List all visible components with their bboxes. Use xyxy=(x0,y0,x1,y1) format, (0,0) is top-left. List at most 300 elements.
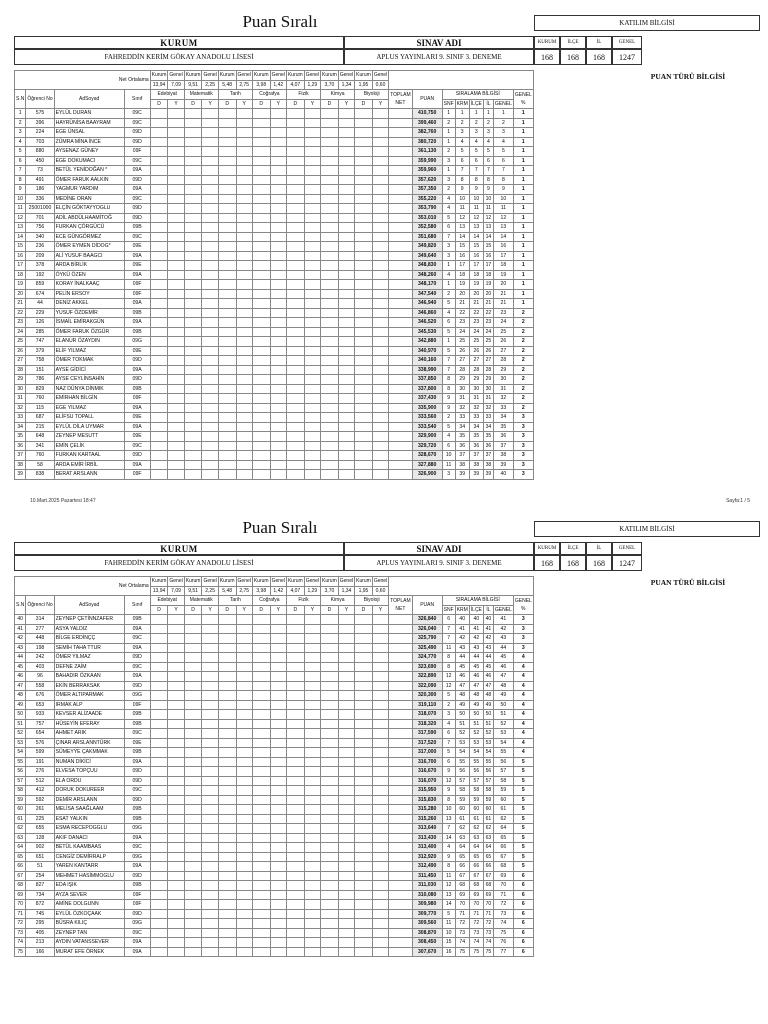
row-subject-cell xyxy=(252,166,270,176)
avg-value: 1,34 xyxy=(338,80,354,90)
row-subject-cell xyxy=(150,327,168,337)
row-adsoyad: EDA IŞIK xyxy=(54,881,124,891)
row-subject-cell xyxy=(321,738,339,748)
row-genel-percent: 6 xyxy=(513,938,533,948)
row-adsoyad: AYSENAZ GÜNEY xyxy=(54,147,124,157)
row-rank: 20 xyxy=(493,280,513,290)
row-subject-cell xyxy=(150,786,168,796)
avg-value: 7,09 xyxy=(168,586,184,596)
row-subject-cell xyxy=(184,194,202,204)
row-sn: 56 xyxy=(15,767,26,777)
row-subject-cell xyxy=(168,242,184,252)
row-genel-percent: 1 xyxy=(513,147,533,157)
row-rank: 5 xyxy=(493,147,513,157)
row-adsoyad: ARDA EMİR İRBİL xyxy=(54,460,124,470)
row-subject-cell xyxy=(236,451,252,461)
row-subject-cell xyxy=(355,147,373,157)
kurum-label: KURUM xyxy=(14,36,344,49)
row-rank: 29 xyxy=(469,375,483,385)
row-puan: 329,900 xyxy=(412,432,442,442)
row-adsoyad: AHMET ARIK xyxy=(54,729,124,739)
row-subject-cell xyxy=(355,786,373,796)
row-subject-cell xyxy=(372,909,388,919)
row-rank: 7 xyxy=(442,634,455,644)
row-rank: 2 xyxy=(442,413,455,423)
row-subject-cell xyxy=(270,938,286,948)
row-sinif: 09A xyxy=(124,460,150,470)
row-sn: 60 xyxy=(15,805,26,815)
row-subject-cell xyxy=(286,232,304,242)
row-rank: 17 xyxy=(483,261,493,271)
subject-header: Biyoloji xyxy=(355,596,389,606)
avg-col-label: Kurum xyxy=(219,578,235,585)
row-subject-cell xyxy=(304,843,320,853)
row-toplam-net xyxy=(389,166,412,176)
row-subject-cell xyxy=(338,156,354,166)
row-subject-cell xyxy=(372,308,388,318)
row-subject-cell xyxy=(355,413,373,423)
row-subject-cell xyxy=(218,118,236,128)
row-sn: 72 xyxy=(15,919,26,929)
col-puan: PUAN xyxy=(412,90,442,109)
row-sinif: 09D xyxy=(124,375,150,385)
row-subject-cell xyxy=(321,890,339,900)
row-puan: 315,830 xyxy=(412,795,442,805)
row-ogrenci-no: 192 xyxy=(26,270,54,280)
row-subject-cell xyxy=(321,223,339,233)
row-subject-cell xyxy=(184,909,202,919)
row-rank: 22 xyxy=(469,308,483,318)
row-subject-cell xyxy=(184,394,202,404)
row-subject-cell xyxy=(338,672,354,682)
row-subject-cell xyxy=(184,128,202,138)
subject-header-row xyxy=(15,596,534,606)
row-adsoyad: YAREN KANTARR xyxy=(54,862,124,872)
table-row xyxy=(15,947,534,957)
row-sinif: 09A xyxy=(124,403,150,413)
row-rank: 13 xyxy=(483,223,493,233)
row-subject-cell xyxy=(304,615,320,625)
avg-value: 0,60 xyxy=(372,586,388,596)
row-toplam-net xyxy=(389,413,412,423)
row-subject-cell xyxy=(168,824,184,834)
row-subject-cell xyxy=(150,862,168,872)
row-subject-cell xyxy=(372,824,388,834)
row-subject-cell xyxy=(355,137,373,147)
row-rank: 54 xyxy=(455,748,469,758)
row-subject-cell xyxy=(270,280,286,290)
row-rank: 66 xyxy=(455,862,469,872)
row-toplam-net xyxy=(389,242,412,252)
row-subject-cell xyxy=(168,384,184,394)
row-subject-cell xyxy=(168,270,184,280)
row-subject-cell xyxy=(150,308,168,318)
row-subject-cell xyxy=(252,624,270,634)
row-subject-cell xyxy=(355,308,373,318)
row-subject-cell xyxy=(321,805,339,815)
row-subject-cell xyxy=(184,280,202,290)
row-rank: 22 xyxy=(483,308,493,318)
katilim-col-genel: GENEL xyxy=(612,542,642,555)
row-rank: 2 xyxy=(442,289,455,299)
row-subject-cell xyxy=(184,318,202,328)
row-subject-cell xyxy=(168,805,184,815)
row-puan: 333,540 xyxy=(412,422,442,432)
row-subject-cell xyxy=(202,719,218,729)
row-toplam-net xyxy=(389,843,412,853)
row-subject-cell xyxy=(338,862,354,872)
row-subject-cell xyxy=(304,786,320,796)
row-subject-cell xyxy=(150,403,168,413)
row-subject-cell xyxy=(252,441,270,451)
row-rank: 13 xyxy=(442,890,455,900)
row-subject-cell xyxy=(304,470,320,480)
row-subject-cell xyxy=(321,213,339,223)
avg-value: 5,48 xyxy=(218,586,236,596)
row-sinif: 09D xyxy=(124,204,150,214)
row-subject-cell xyxy=(355,615,373,625)
row-subject-cell xyxy=(321,852,339,862)
row-ogrenci-no: 648 xyxy=(26,432,54,442)
row-subject-cell xyxy=(252,147,270,157)
avg-col-label: Kurum xyxy=(253,578,269,585)
katilim-col-il: İL xyxy=(586,36,612,49)
row-subject-cell xyxy=(270,289,286,299)
row-subject-cell xyxy=(355,947,373,957)
row-rank: 5 xyxy=(442,691,455,701)
row-sn: 2 xyxy=(15,118,26,128)
row-adsoyad: AKIF DANACI xyxy=(54,833,124,843)
row-subject-cell xyxy=(338,375,354,385)
row-subject-cell xyxy=(355,757,373,767)
row-subject-cell xyxy=(168,738,184,748)
row-puan: 328,670 xyxy=(412,451,442,461)
row-sn: 1 xyxy=(15,109,26,119)
row-sinif: 09A xyxy=(124,365,150,375)
row-adsoyad: AMİNE DOLGUNN xyxy=(54,900,124,910)
row-ogrenci-no: 340 xyxy=(26,232,54,242)
row-subject-cell xyxy=(202,318,218,328)
row-subject-cell xyxy=(321,719,339,729)
col-adsoyad: AdSoyad xyxy=(54,90,124,109)
row-subject-cell xyxy=(270,919,286,929)
row-subject-cell xyxy=(218,947,236,957)
row-subject-cell xyxy=(321,824,339,834)
row-puan: 315,950 xyxy=(412,786,442,796)
row-subject-cell xyxy=(286,843,304,853)
row-subject-cell xyxy=(321,118,339,128)
row-rank: 32 xyxy=(483,403,493,413)
row-subject-cell xyxy=(252,700,270,710)
row-toplam-net xyxy=(389,451,412,461)
row-subject-cell xyxy=(338,795,354,805)
row-toplam-net xyxy=(389,175,412,185)
row-subject-cell xyxy=(218,327,236,337)
row-subject-cell xyxy=(304,833,320,843)
row-rank: 65 xyxy=(455,852,469,862)
row-subject-cell xyxy=(304,928,320,938)
table-row xyxy=(15,422,534,432)
row-subject-cell xyxy=(338,786,354,796)
row-subject-cell xyxy=(168,204,184,214)
row-rank: 5 xyxy=(442,748,455,758)
avg-value: 13,94 xyxy=(150,586,168,596)
row-subject-cell xyxy=(202,394,218,404)
col-d: D xyxy=(218,99,236,109)
row-toplam-net xyxy=(389,356,412,366)
row-subject-cell xyxy=(184,185,202,195)
row-puan: 382,760 xyxy=(412,128,442,138)
row-rank: 24 xyxy=(483,327,493,337)
row-subject-cell xyxy=(184,881,202,891)
row-sn: 46 xyxy=(15,672,26,682)
row-toplam-net xyxy=(389,270,412,280)
row-rank: 74 xyxy=(493,919,513,929)
row-subject-cell xyxy=(286,862,304,872)
row-rank: 2 xyxy=(483,118,493,128)
row-subject-cell xyxy=(304,710,320,720)
row-subject-cell xyxy=(150,346,168,356)
row-rank: 11 xyxy=(442,871,455,881)
row-ogrenci-no: 209 xyxy=(26,251,54,261)
row-subject-cell xyxy=(236,890,252,900)
row-subject-cell xyxy=(218,175,236,185)
row-sinif: 09F xyxy=(124,280,150,290)
row-subject-cell xyxy=(270,147,286,157)
col-y: Y xyxy=(372,99,388,109)
row-subject-cell xyxy=(372,327,388,337)
row-toplam-net xyxy=(389,738,412,748)
row-subject-cell xyxy=(168,156,184,166)
row-sn: 70 xyxy=(15,900,26,910)
row-subject-cell xyxy=(184,900,202,910)
row-subject-cell xyxy=(286,767,304,777)
row-puan: 346,860 xyxy=(412,308,442,318)
row-ogrenci-no: 405 xyxy=(26,928,54,938)
col-sn: S.N xyxy=(15,596,26,615)
row-subject-cell xyxy=(202,299,218,309)
row-adsoyad: HÜSEYİN EFERAY xyxy=(54,719,124,729)
row-subject-cell xyxy=(338,299,354,309)
row-subject-cell xyxy=(304,681,320,691)
row-rank: 3 xyxy=(493,128,513,138)
row-subject-cell xyxy=(270,928,286,938)
row-subject-cell xyxy=(218,337,236,347)
row-subject-cell xyxy=(150,204,168,214)
row-rank: 72 xyxy=(493,900,513,910)
row-rank: 72 xyxy=(483,919,493,929)
row-rank: 1 xyxy=(442,166,455,176)
row-subject-cell xyxy=(270,156,286,166)
row-subject-cell xyxy=(168,261,184,271)
col-adsoyad: AdSoyad xyxy=(54,596,124,615)
row-sinif: 09A xyxy=(124,422,150,432)
row-ogrenci-no: 838 xyxy=(26,470,54,480)
row-subject-cell xyxy=(218,356,236,366)
row-subject-cell xyxy=(184,299,202,309)
table-row xyxy=(15,890,534,900)
subject-header: Kimya xyxy=(321,90,355,100)
puan-turu-label: PUAN TÜRÜ BİLGİSİ xyxy=(650,578,726,587)
row-toplam-net xyxy=(389,137,412,147)
row-subject-cell xyxy=(184,843,202,853)
row-puan: 347,540 xyxy=(412,289,442,299)
row-subject-cell xyxy=(184,118,202,128)
row-subject-cell xyxy=(236,441,252,451)
row-sinif: 09A xyxy=(124,624,150,634)
row-subject-cell xyxy=(168,653,184,663)
row-subject-cell xyxy=(372,662,388,672)
row-genel-percent: 4 xyxy=(513,719,533,729)
row-subject-cell xyxy=(304,662,320,672)
row-subject-cell xyxy=(286,185,304,195)
row-rank: 41 xyxy=(493,615,513,625)
row-subject-cell xyxy=(304,194,320,204)
row-genel-percent: 6 xyxy=(513,928,533,938)
row-adsoyad: ÖMER YILMAZ xyxy=(54,653,124,663)
row-subject-cell xyxy=(338,890,354,900)
row-toplam-net xyxy=(389,833,412,843)
row-puan: 345,530 xyxy=(412,327,442,337)
row-subject-cell xyxy=(236,748,252,758)
row-rank: 4 xyxy=(455,137,469,147)
row-subject-cell xyxy=(355,919,373,929)
row-subject-cell xyxy=(168,615,184,625)
row-rank: 64 xyxy=(469,843,483,853)
row-subject-cell xyxy=(304,251,320,261)
table-row xyxy=(15,109,534,119)
row-subject-cell xyxy=(236,128,252,138)
avg-value: 3,70 xyxy=(321,80,339,90)
row-adsoyad: ÇINAR ARSLANNTÜRK xyxy=(54,738,124,748)
row-subject-cell xyxy=(252,451,270,461)
row-subject-cell xyxy=(286,852,304,862)
row-genel-percent: 1 xyxy=(513,232,533,242)
row-subject-cell xyxy=(150,700,168,710)
row-subject-cell xyxy=(184,166,202,176)
row-subject-cell xyxy=(252,232,270,242)
row-sn: 31 xyxy=(15,394,26,404)
row-subject-cell xyxy=(252,710,270,720)
row-ogrenci-no: 229 xyxy=(26,308,54,318)
row-subject-cell xyxy=(338,738,354,748)
row-subject-cell xyxy=(236,786,252,796)
row-rank: 21 xyxy=(469,299,483,309)
row-subject-cell xyxy=(236,346,252,356)
row-subject-cell xyxy=(184,175,202,185)
row-subject-cell xyxy=(372,194,388,204)
row-subject-cell xyxy=(286,900,304,910)
table-row xyxy=(15,615,534,625)
rank-col: GENEL xyxy=(494,606,512,613)
row-toplam-net xyxy=(389,862,412,872)
row-subject-cell xyxy=(202,710,218,720)
row-adsoyad: EMİRHAN BİLGİN xyxy=(54,394,124,404)
row-subject-cell xyxy=(270,422,286,432)
subject-header: Coğrafya xyxy=(252,596,286,606)
row-rank: 33 xyxy=(469,413,483,423)
row-subject-cell xyxy=(202,327,218,337)
row-subject-cell xyxy=(355,460,373,470)
row-subject-cell xyxy=(321,166,339,176)
row-rank: 45 xyxy=(493,653,513,663)
row-toplam-net xyxy=(389,232,412,242)
row-subject-cell xyxy=(252,365,270,375)
row-toplam-net xyxy=(389,672,412,682)
row-subject-cell xyxy=(270,441,286,451)
row-rank: 14 xyxy=(483,232,493,242)
row-subject-cell xyxy=(304,795,320,805)
avg-value: 9,51 xyxy=(184,586,202,596)
row-rank: 65 xyxy=(469,852,483,862)
row-subject-cell xyxy=(236,691,252,701)
row-toplam-net xyxy=(389,890,412,900)
row-puan: 316,070 xyxy=(412,776,442,786)
row-subject-cell xyxy=(252,280,270,290)
row-rank: 5 xyxy=(469,147,483,157)
row-rank: 11 xyxy=(455,204,469,214)
row-rank: 75 xyxy=(483,947,493,957)
row-subject-cell xyxy=(372,615,388,625)
row-puan: 359,990 xyxy=(412,156,442,166)
row-subject-cell xyxy=(270,128,286,138)
table-row xyxy=(15,748,534,758)
table-row xyxy=(15,672,534,682)
row-rank: 15 xyxy=(469,242,483,252)
row-subject-cell xyxy=(304,356,320,366)
row-sn: 6 xyxy=(15,156,26,166)
row-subject-cell xyxy=(218,881,236,891)
row-subject-cell xyxy=(338,719,354,729)
row-subject-cell xyxy=(236,634,252,644)
col-y: Y xyxy=(304,605,320,615)
row-subject-cell xyxy=(321,365,339,375)
row-rank: 37 xyxy=(493,441,513,451)
row-subject-cell xyxy=(286,375,304,385)
row-subject-cell xyxy=(236,947,252,957)
katilim-col-genel: GENEL xyxy=(612,36,642,49)
row-rank: 73 xyxy=(469,928,483,938)
row-ogrenci-no: 491 xyxy=(26,175,54,185)
row-subject-cell xyxy=(338,470,354,480)
row-subject-cell xyxy=(168,251,184,261)
row-rank: 38 xyxy=(469,460,483,470)
row-subject-cell xyxy=(150,441,168,451)
row-rank: 42 xyxy=(469,634,483,644)
row-rank: 68 xyxy=(493,862,513,872)
row-subject-cell xyxy=(236,843,252,853)
row-rank: 39 xyxy=(493,460,513,470)
row-subject-cell xyxy=(236,156,252,166)
row-sinif: 09A xyxy=(124,185,150,195)
row-puan: 335,900 xyxy=(412,403,442,413)
row-puan: 320,300 xyxy=(412,691,442,701)
row-subject-cell xyxy=(355,824,373,834)
table-row xyxy=(15,871,534,881)
row-subject-cell xyxy=(252,223,270,233)
row-subject-cell xyxy=(236,422,252,432)
kurum-label: KURUM xyxy=(14,542,344,555)
row-subject-cell xyxy=(372,432,388,442)
row-subject-cell xyxy=(338,384,354,394)
row-subject-cell xyxy=(286,691,304,701)
row-subject-cell xyxy=(372,299,388,309)
row-subject-cell xyxy=(202,738,218,748)
row-rank: 9 xyxy=(483,185,493,195)
row-rank: 1 xyxy=(493,109,513,119)
row-subject-cell xyxy=(150,213,168,223)
row-subject-cell xyxy=(218,384,236,394)
